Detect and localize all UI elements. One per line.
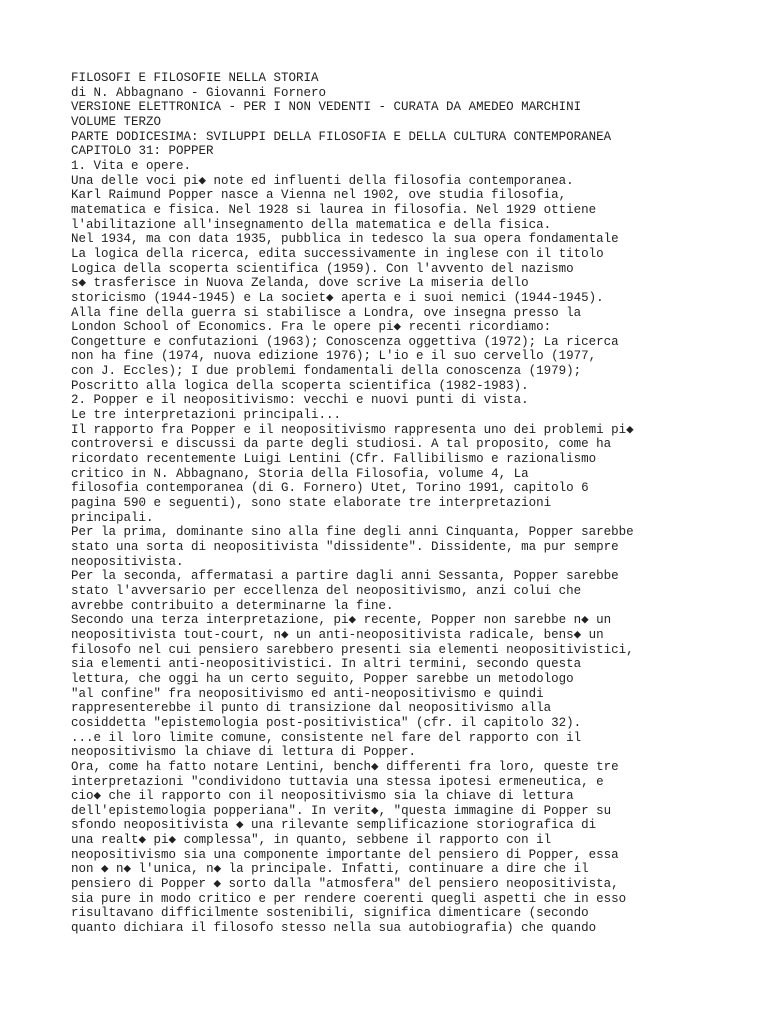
subsection-heading: ...e il loro limite comune, consistente nel fare del rapporto con il: [71, 730, 582, 745]
text-line: principali.: [71, 510, 154, 525]
text-line: neopositivista.: [71, 554, 184, 569]
text-line: storicismo (1944-1945) e La societ◆ aperta e i suoi nemici (1944-1945).: [71, 290, 604, 305]
text-line: "al confine" fra neopositivismo ed anti-neopositivismo e quindi: [71, 686, 544, 701]
text-line: Secondo una terza interpretazione, pi◆ recente, Popper non sarebbe n◆ un: [71, 613, 612, 628]
document-authors: di N. Abbagnano - Giovanni Fornero: [71, 85, 327, 100]
text-line: Il rapporto fra Popper e il neopositivismo rappresenta uno dei problemi pi◆: [71, 422, 634, 437]
text-line: Ora, come ha fatto notare Lentini, bench◆ differenti fra loro, queste tre: [71, 759, 619, 774]
text-line: filosofia contemporanea (di G. Fornero) Utet, Torino 1991, capitolo 6: [71, 481, 589, 496]
text-line: Alla fine della guerra si stabilisce a Londra, ove insegna presso la: [71, 305, 582, 320]
text-line: sia elementi anti-neopositivistici. In altri termini, secondo questa: [71, 657, 582, 672]
text-line: stato una sorta di neopositivista "dissidente". Dissidente, ma pur sempre: [71, 540, 619, 554]
text-line: sfondo neopositivista ◆ una rilevante semplificazione storiografica di: [71, 818, 597, 833]
text-line: matematica e fisica. Nel 1928 si laurea in filosofia. Nel 1929 ottiene: [71, 202, 597, 217]
document-page: [71, 71, 751, 936]
text-line: non ha fine (1974, nuova edizione 1976); L'io e il suo cervello (1977,: [71, 349, 597, 364]
text-line: Congetture e confutazioni (1963); Conoscenza oggettiva (1972); La ricerca: [71, 334, 619, 349]
edition-note: VERSIONE ELETTRONICA - PER I NON VEDENTI - CURATA DA AMEDEO MARCHINI: [71, 100, 582, 115]
document-title: FILOSOFI E FILOSOFIE NELLA STORIA: [71, 71, 319, 85]
text-line: Poscritto alla logica della scoperta scientifica (1982-1983).: [71, 378, 529, 393]
text-line: neopositivista tout-court, n◆ un anti-neopositivista radicale, bens◆ un: [71, 627, 604, 642]
text-line: l'abilitazione all'insegnamento della matematica e della fisica.: [71, 217, 552, 232]
text-line: critico in N. Abbagnano, Storia della Filosofia, volume 4, La: [71, 466, 529, 481]
text-line: Per la seconda, affermatasi a partire dagli anni Sessanta, Popper sarebbe: [71, 569, 619, 584]
section-heading: 2. Popper e il neopositivismo: vecchi e nuovi punti di vista.: [71, 393, 529, 408]
text-line: una realt◆ pi◆ complessa", in quanto, sebbene il rapporto con il: [71, 833, 552, 848]
text-line: Nel 1934, ma con data 1935, pubblica in tedesco la sua opera fondamentale: [71, 232, 619, 247]
part-heading: PARTE DODICESIMA: SVILUPPI DELLA FILOSOFIA E DELLA CULTURA CONTEMPORANEA: [71, 129, 612, 144]
text-line: neopositivismo sia una componente importante del pensiero di Popper, essa: [71, 847, 619, 862]
text-line: cio◆ che il rapporto con il neopositivismo sia la chiave di lettura: [71, 789, 574, 804]
text-line: London School of Economics. Fra le opere pi◆ recenti ricordiamo:: [71, 320, 552, 335]
subsection-heading: Le tre interpretazioni principali...: [71, 408, 342, 423]
text-line: pensiero di Popper ◆ sorto dalla "atmosfera" del pensiero neopositivista,: [71, 877, 619, 892]
text-line: quanto dichiara il filosofo stesso nella sua autobiografia) che quando: [71, 921, 597, 936]
text-line: controversi e discussi da parte degli studiosi. A tal proposito, come ha: [71, 437, 612, 452]
text-line: ricordato recentemente Luigi Lentini (Cfr. Fallibilismo e razionalismo: [71, 452, 597, 467]
text-line: cosiddetta "epistemologia post-positivistica" (cfr. il capitolo 32).: [71, 715, 582, 730]
text-line: filosofo nel cui pensiero sarebbero presenti sia elementi neopositivistici,: [71, 642, 634, 657]
text-line: avrebbe contribuito a determinarne la fine.: [71, 598, 394, 613]
text-line: neopositivismo la chiave di lettura di Popper.: [71, 745, 417, 760]
text-line: Logica della scoperta scientifica (1959). Con l'avvento del nazismo: [71, 261, 574, 276]
text-line: sia pure in modo critico e per rendere coerenti quegli aspetti che in esso: [71, 891, 627, 906]
text-line: interpretazioni "condividono tuttavia una stessa ipotesi ermeneutica, e: [71, 774, 604, 789]
volume-heading: VOLUME TERZO: [71, 114, 162, 129]
text-line: Per la prima, dominante sino alla fine degli anni Cinquanta, Popper sarebbe: [71, 525, 634, 540]
text-line: s◆ trasferisce in Nuova Zelanda, dove scrive La miseria dello: [71, 276, 529, 291]
text-line: non ◆ n◆ l'unica, n◆ la principale. Infatti, continuare a dire che il: [71, 862, 589, 877]
section-heading: 1. Vita e opere.: [71, 158, 192, 173]
text-line: Una delle voci pi◆ note ed influenti della filosofia contemporanea.: [71, 173, 574, 188]
text-line: dell'epistemologia popperiana". In verit◆, "questa immagine di Popper su: [71, 803, 612, 818]
text-line: stato l'avversario per eccellenza del neopositivismo, anzi colui che: [71, 583, 582, 598]
text-line: lettura, che oggi ha un certo seguito, Popper sarebbe un metodologo: [71, 671, 574, 686]
text-line: con J. Eccles); I due problemi fondamentali della conoscenza (1979);: [71, 364, 582, 379]
text-line: La logica della ricerca, edita successivamente in inglese con il titolo: [71, 246, 604, 261]
chapter-heading: CAPITOLO 31: POPPER: [71, 144, 214, 159]
text-line: risultavano difficilmente sostenibili, significa dimenticare (secondo: [71, 906, 589, 921]
text-line: Karl Raimund Popper nasce a Vienna nel 1902, ove studia filosofia,: [71, 188, 567, 203]
text-line: pagina 590 e seguenti), sono state elaborate tre interpretazioni: [71, 496, 552, 511]
text-line: rappresenterebbe il punto di transizione dal neopositivismo alla: [71, 701, 552, 716]
